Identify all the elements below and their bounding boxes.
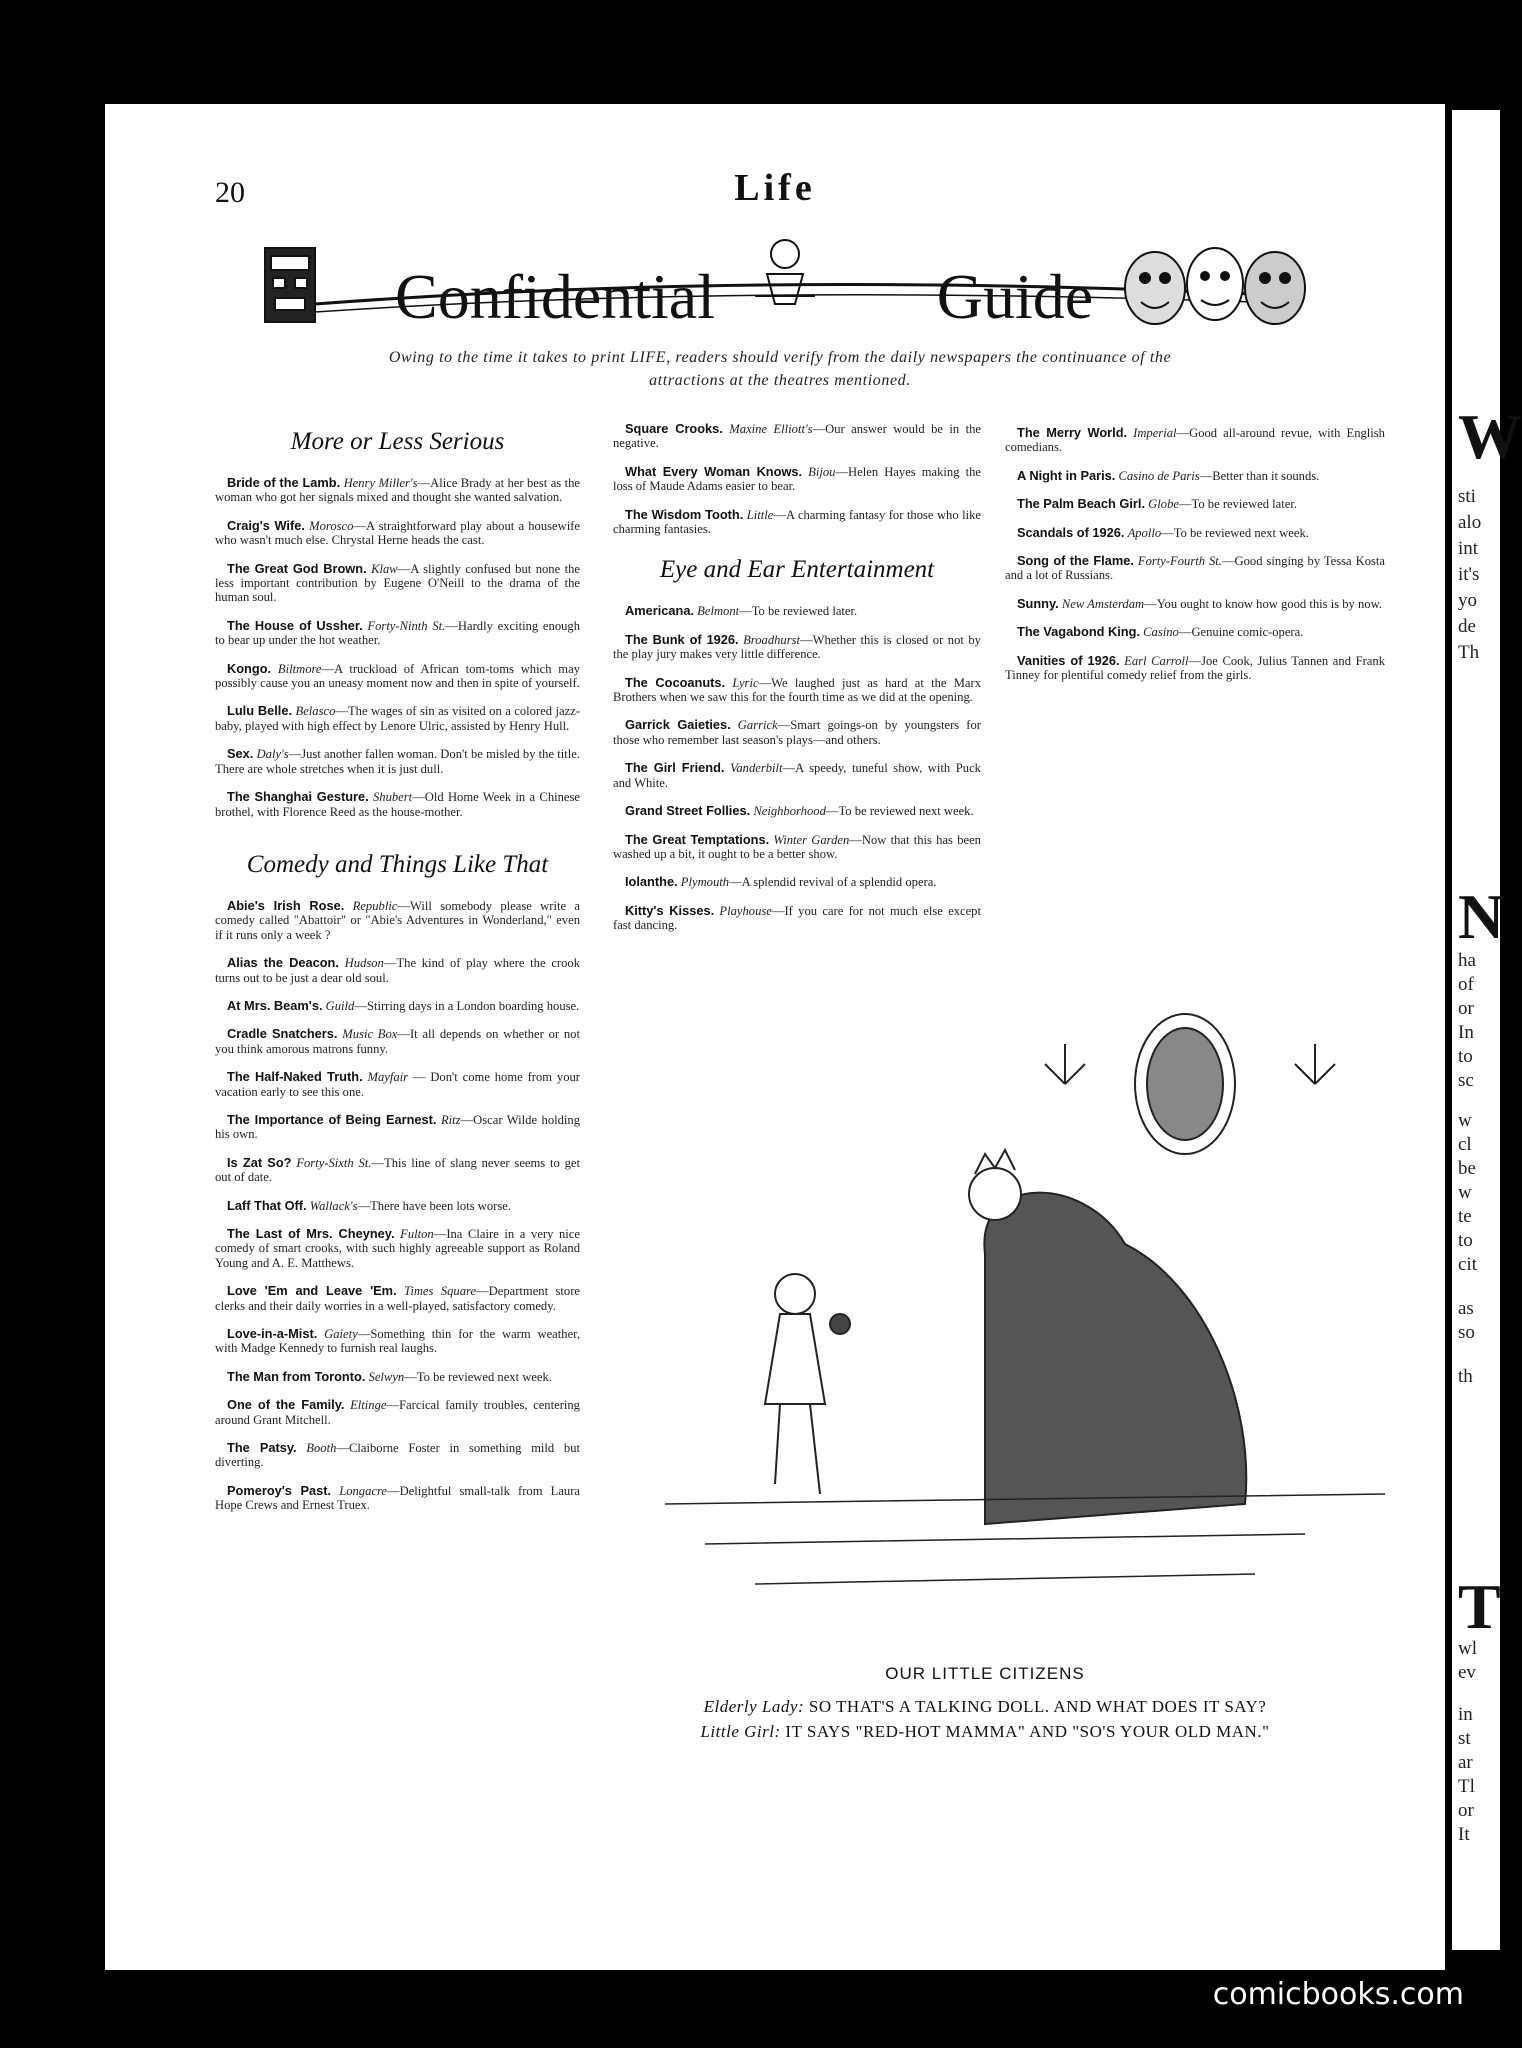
- listing-entry: [215, 999, 580, 1013]
- show-title: Scandals of 1926.: [1017, 524, 1125, 540]
- show-title: The Shanghai Gesture.: [227, 789, 369, 805]
- show-title: Alias the Deacon.: [227, 955, 339, 971]
- fragment: ar: [1458, 1752, 1473, 1773]
- fragment: Tl: [1458, 1776, 1475, 1797]
- girl-dress: [765, 1314, 825, 1404]
- listing-entry: [613, 422, 981, 451]
- theatre-name: Globe: [1148, 497, 1179, 512]
- theatre-name: Times Square: [404, 1284, 477, 1299]
- listing-entry: [613, 465, 981, 494]
- fragment: it's: [1458, 564, 1480, 585]
- listing-entry: [1005, 469, 1385, 483]
- lady-head: [969, 1168, 1021, 1220]
- theatre-name: Music Box: [342, 1027, 398, 1042]
- show-title: The Girl Friend.: [625, 760, 725, 776]
- listing-entry: [215, 1370, 580, 1384]
- theatre-name: Forty-Ninth St.: [367, 618, 446, 633]
- show-title: The Wisdom Tooth.: [625, 506, 744, 522]
- show-title: Kitty's Kisses.: [625, 902, 715, 918]
- magazine-page: [105, 104, 1445, 1970]
- review-text: —Whether this is closed or not by the play jury makes very little difference.: [613, 632, 981, 662]
- review-text: —A speedy, tuneful show, with Puck and White.: [613, 761, 981, 790]
- adjacent-page-edge: [1452, 110, 1522, 1950]
- theatre-name: Booth: [306, 1441, 337, 1456]
- review-text: —Helen Hayes making the loss of Maude Adams easier to bear.: [613, 464, 981, 494]
- review-text: — Don't come home from your vacation early to see this one.: [215, 1070, 580, 1099]
- review-text: —A straightforward play about a housewife who wasn't much else. Chrystal Herne heads the cast.: [215, 518, 580, 548]
- review-text: —To be reviewed later.: [739, 604, 858, 619]
- listing-entry: [215, 704, 580, 733]
- listing-entry: [613, 761, 981, 790]
- listing-entry: [613, 804, 981, 818]
- theatre-name: Apollo: [1127, 525, 1162, 540]
- caption-line-1: [605, 1694, 1365, 1719]
- listing-entry: [215, 476, 580, 505]
- review-text: —Our answer would be in the negative.: [613, 422, 982, 451]
- show-title: Pomeroy's Past.: [227, 1482, 332, 1498]
- fragment: Th: [1458, 642, 1480, 663]
- theatre-name: Belasco: [295, 704, 336, 719]
- theatre-name: Earl Carroll: [1124, 653, 1189, 668]
- listing-entry: [613, 604, 981, 618]
- confidential-guide-banner: [255, 226, 1315, 336]
- review-text: —Good all-around revue, with English comedians.: [1005, 426, 1385, 455]
- show-title: Vanities of 1926.: [1017, 652, 1120, 668]
- talking-doll: [830, 1314, 850, 1334]
- listing-entry: [613, 633, 981, 662]
- theatre-name: Bijou: [808, 464, 836, 479]
- fragment: ha: [1458, 950, 1476, 971]
- show-title: Lulu Belle.: [227, 703, 293, 719]
- fragment: so: [1458, 1322, 1475, 1343]
- theatre-name: Winter Garden: [773, 832, 850, 847]
- review-text: —Something thin for the warm weather, with Madge Kennedy to furnish real laughs.: [215, 1327, 580, 1356]
- theatre-name: Klaw: [371, 561, 398, 576]
- theatre-name: Daly's: [256, 747, 289, 762]
- show-title: Kongo.: [227, 660, 272, 676]
- theatre-name: Guild: [325, 998, 355, 1013]
- review-text: —Stirring days in a London boarding house.: [354, 998, 580, 1013]
- page-number: 20: [215, 176, 245, 209]
- theatre-name: Vanderbilt: [730, 761, 783, 776]
- show-title: What Every Woman Knows.: [625, 463, 803, 479]
- show-title: Laff That Off.: [227, 1197, 307, 1213]
- girl-legs: [775, 1404, 820, 1494]
- listing-entry: [215, 1199, 580, 1213]
- review-text: —Old Home Week in a Chinese brothel, with Florence Reed as the house-mother.: [215, 790, 580, 819]
- listing-entry: [215, 899, 580, 942]
- show-title: Square Crooks.: [625, 421, 723, 436]
- theatre-name: Hudson: [344, 956, 384, 971]
- review-text: —Ina Claire in a very nice comedy of smart crooks, with such highly agreeable support as Roland Young and A. E. Matthews.: [215, 1227, 580, 1270]
- review-text: —There have been lots worse.: [357, 1198, 512, 1213]
- review-text: —Genuine comic-opera.: [1178, 625, 1304, 640]
- theatre-name: Fulton: [400, 1227, 434, 1241]
- column-2: [613, 422, 981, 947]
- show-title: Garrick Gaieties.: [625, 717, 731, 733]
- listing-entry: [215, 747, 580, 776]
- review-text: —If you care for not much else except fast dancing.: [613, 903, 981, 933]
- listing-entry: [215, 790, 580, 819]
- listing-entry: [1005, 426, 1385, 455]
- armchair-lady: [984, 1193, 1246, 1524]
- show-title: The Last of Mrs. Cheyney.: [227, 1226, 395, 1241]
- theatre-name: Imperial: [1133, 426, 1177, 440]
- review-text: —A charming fantasy for those who like charming fantasies.: [613, 507, 981, 537]
- listing-entry: [215, 662, 580, 691]
- fragment: cit: [1458, 1254, 1477, 1275]
- section-heading: Eye and Ear Entertainment: [659, 556, 935, 584]
- review-text: —Just another fallen woman. Don't be misled by the title. There are whole stretches when it is just dull.: [215, 747, 580, 776]
- wall-sconce-right: [1295, 1044, 1335, 1084]
- listing-entry: [215, 1113, 580, 1142]
- review-text: —A splendid revival of a splendid opera.: [729, 875, 937, 890]
- listing-entry: [1005, 526, 1385, 540]
- fragment: th: [1458, 1366, 1473, 1387]
- listing-entry: [215, 1027, 580, 1056]
- theatre-name: Forty-Sixth St.: [296, 1155, 372, 1170]
- show-title: The Vagabond King.: [1017, 624, 1140, 640]
- fragment: st: [1458, 1728, 1471, 1749]
- show-title: Grand Street Follies.: [625, 803, 751, 819]
- listing-entry: [215, 1441, 580, 1470]
- masthead: Life: [734, 167, 816, 209]
- listing-entry: [215, 1227, 580, 1270]
- review-text: —Now that this has been washed up a bit, it ought to be a better show.: [613, 832, 981, 861]
- review-text: —Department store clerks and their daily worries in a well-played, satisfactory comedy.: [215, 1284, 580, 1313]
- review-text: —The wages of sin as visited on a colored jazz-baby, played with high effect by Lenore Ulric, assisted by Henry Hull.: [215, 704, 580, 733]
- review-text: —A truckload of African tom-toms which may possibly cause you an uneasy moment now and then in spite of yourself.: [215, 661, 580, 691]
- listing-entry: [613, 676, 981, 705]
- review-text: —The kind of play where the crook turns out to be just a dear old soul.: [215, 956, 580, 985]
- theatre-name: Little: [746, 507, 774, 522]
- dialogue: IT SAYS "RED-HOT MAMMA" AND "SO'S YOUR OLD MAN.": [785, 1722, 1270, 1741]
- show-title: Love 'Em and Leave 'Em.: [227, 1283, 397, 1299]
- fragment: as: [1458, 1298, 1474, 1319]
- caption-line-2: [605, 1719, 1365, 1744]
- listing-entry: [215, 619, 580, 648]
- theatre-name: Mayfair: [367, 1070, 409, 1085]
- theatre-name: Morosco: [309, 518, 354, 533]
- theatre-name: Lyric: [732, 675, 759, 690]
- cartoon-caption: [605, 1664, 1365, 1744]
- theatre-name: Republic: [352, 898, 398, 913]
- comedy-list: [215, 899, 580, 1513]
- col3-list: [1005, 426, 1385, 682]
- theatre-name: Ritz: [440, 1112, 461, 1127]
- listing-entry: [215, 956, 580, 985]
- mirror-glass: [1147, 1028, 1223, 1140]
- show-title: A Night in Paris.: [1017, 467, 1116, 483]
- fragment: or: [1458, 1800, 1474, 1821]
- review-text: —To be reviewed next week.: [1161, 525, 1309, 540]
- fragment: T: [1458, 1571, 1501, 1642]
- listing-entry: [613, 718, 981, 747]
- show-title: The Bunk of 1926.: [625, 631, 739, 647]
- theatre-name: Henry Miller's: [343, 476, 418, 490]
- watermark: comicbooks.com: [1212, 1977, 1464, 2012]
- review-text: —Farcical family troubles, centering around Grant Mitchell.: [215, 1398, 580, 1427]
- fragment: or: [1458, 998, 1474, 1019]
- theatre-name: Gaiety: [324, 1327, 358, 1342]
- banner-title-left: Confidential: [395, 261, 715, 332]
- review-text: —Oscar Wilde holding his own.: [215, 1112, 581, 1142]
- theatre-name: Shubert: [372, 790, 413, 805]
- show-title: The Half-Naked Truth.: [227, 1069, 363, 1085]
- eye-ear-list: [613, 604, 981, 932]
- listing-entry: [215, 1284, 580, 1313]
- listing-entry: [215, 562, 580, 605]
- show-title: The House of Ussher.: [227, 617, 363, 633]
- listing-entry: [613, 904, 981, 933]
- theatre-name: Selwyn: [368, 1369, 405, 1384]
- listing-entry: [613, 508, 981, 537]
- theatre-name: Neighborhood: [753, 804, 826, 819]
- show-title: At Mrs. Beam's.: [227, 997, 323, 1013]
- listing-entry: [613, 833, 981, 862]
- show-title: Sunny.: [1017, 595, 1059, 611]
- fragment: int: [1458, 538, 1479, 559]
- column-1: [215, 422, 580, 1527]
- section-heading: Comedy and Things Like That: [246, 850, 549, 878]
- speaker: Elderly Lady:: [703, 1697, 805, 1716]
- listing-entry: [215, 1156, 580, 1185]
- review-text: —To be reviewed later.: [1178, 497, 1297, 512]
- theatre-name: Eltinge: [350, 1398, 387, 1413]
- review-text: —Better than it sounds.: [1199, 468, 1320, 483]
- listing-entry: [215, 1484, 580, 1513]
- listing-entry: [1005, 554, 1385, 583]
- show-title: Sex.: [227, 746, 254, 762]
- review-text: —To be reviewed next week.: [825, 804, 974, 819]
- show-title: One of the Family.: [227, 1397, 345, 1413]
- show-title: The Man from Toronto.: [227, 1368, 366, 1384]
- fragment: in: [1458, 1704, 1473, 1725]
- cartoon-title: OUR LITTLE CITIZENS: [885, 1664, 1085, 1683]
- fragment: sti: [1458, 486, 1476, 507]
- dialogue: SO THAT'S A TALKING DOLL. AND WHAT DOES IT SAY?: [808, 1697, 1267, 1716]
- show-title: The Palm Beach Girl.: [1017, 496, 1146, 512]
- fragment: It: [1458, 1824, 1470, 1845]
- show-title: Song of the Flame.: [1017, 553, 1134, 569]
- show-title: The Great God Brown.: [227, 560, 367, 576]
- review-text: —We laughed just as hard at the Marx Brothers when we saw this for the fourth time as we did at the opening.: [613, 675, 981, 705]
- review-text: —Hardly exciting enough to bear up under the hot weather.: [215, 618, 581, 648]
- show-title: Is Zat So?: [227, 1154, 292, 1170]
- fragment: ev: [1458, 1662, 1476, 1683]
- left-black-border: [0, 0, 105, 2048]
- fragment: cl: [1458, 1134, 1472, 1155]
- theatre-name: Belmont: [697, 604, 740, 619]
- theatre-name: Plymouth: [680, 875, 730, 890]
- theatre-name: Casino: [1143, 625, 1179, 640]
- review-text: —Alice Brady at her best as the woman who got her signals mixed and thought she wanted salvation.: [215, 476, 580, 505]
- review-text: —This line of slang never seems to get out of date.: [215, 1155, 580, 1185]
- review-text: —A slightly confused but none the less important contribution by Eugene O'Neill to the drama of the human soul.: [215, 561, 580, 605]
- listing-entry: [1005, 625, 1385, 639]
- theatre-name: Casino de Paris: [1118, 468, 1200, 483]
- review-text: —Delightful small-talk from Laura Hope Crews and Ernest Truex.: [215, 1483, 580, 1513]
- cartoon-illustration: [605, 1024, 1405, 1644]
- theatre-name: Maxine Elliott's: [729, 422, 813, 436]
- show-title: The Merry World.: [1017, 425, 1128, 440]
- wall-sconce-left: [1045, 1044, 1085, 1084]
- intro-note: Owing to the time it takes to print LIFE, readers should verify from the daily newspapers the continuance of the attractions at the theatres mentioned.: [388, 349, 1172, 389]
- fragment: N: [1458, 881, 1505, 952]
- banner-title-right: Guide: [936, 261, 1094, 332]
- show-title: The Importance of Being Earnest.: [227, 1111, 437, 1127]
- theatre-name: Playhouse: [719, 903, 772, 918]
- review-text: —Will somebody please write a comedy called "Abattoir" or "Abie's Adventures in Wonderland," even if it runs only a week ?: [215, 898, 580, 942]
- tiki-mask-icon: [265, 248, 315, 322]
- theatre-name: Broadhurst: [743, 632, 801, 647]
- theatre-name: Wallack's: [309, 1198, 358, 1213]
- show-title: Iolanthe.: [625, 874, 678, 890]
- review-text: —Smart goings-on by youngsters for those who remember last season's plays—and others.: [613, 718, 981, 747]
- fragment: de: [1458, 616, 1476, 637]
- review-text: —You ought to know how good this is by now.: [1144, 596, 1383, 611]
- theatre-name: Garrick: [737, 718, 778, 733]
- fragment: to: [1458, 1230, 1473, 1251]
- theatre-name: Longacre: [339, 1483, 388, 1498]
- review-text: —To be reviewed next week.: [404, 1369, 552, 1384]
- listing-entry: [1005, 654, 1385, 683]
- fragment: W: [1458, 401, 1522, 472]
- fragment: te: [1458, 1206, 1472, 1227]
- theatre-name: Forty-Fourth St.: [1137, 554, 1222, 569]
- review-text: —Good singing by Tessa Kosta and a lot of Russians.: [1005, 554, 1385, 583]
- show-title: Craig's Wife.: [227, 517, 305, 533]
- show-title: The Cocoanuts.: [625, 674, 726, 690]
- review-text: —It all depends on whether or not you think amorous matrons funny.: [215, 1027, 580, 1056]
- fragment: be: [1458, 1158, 1476, 1179]
- col2-top-list: [613, 422, 981, 536]
- listing-entry: [1005, 597, 1385, 611]
- listing-entry: [215, 1327, 580, 1356]
- fragment: w: [1458, 1110, 1472, 1131]
- fragment: to: [1458, 1046, 1473, 1067]
- girl-head: [775, 1274, 815, 1314]
- column-3: [1005, 426, 1385, 696]
- show-title: The Great Temptations.: [625, 831, 770, 847]
- show-title: Abie's Irish Rose.: [227, 897, 345, 913]
- fragment: of: [1458, 974, 1474, 995]
- show-title: Cradle Snatchers.: [227, 1026, 338, 1042]
- fragment: w: [1458, 1182, 1472, 1203]
- listing-entry: [1005, 497, 1385, 511]
- show-title: Americana.: [625, 603, 694, 619]
- listing-entry: [613, 875, 981, 889]
- theatre-name: Biltmore: [277, 661, 322, 676]
- listing-entry: [215, 1070, 580, 1099]
- fragment: alo: [1458, 512, 1482, 533]
- section-heading: More or Less Serious: [290, 428, 505, 455]
- show-title: The Patsy.: [227, 1440, 297, 1456]
- listing-entry: [215, 519, 580, 548]
- show-title: Love-in-a-Mist.: [227, 1326, 318, 1342]
- fragment: yo: [1458, 590, 1477, 611]
- serious-list: [215, 476, 580, 819]
- listing-entry: [215, 1398, 580, 1427]
- fragment: In: [1458, 1022, 1474, 1043]
- review-text: —Claiborne Foster in something mild but diverting.: [215, 1441, 581, 1470]
- review-text: —Joe Cook, Julius Tannen and Frank Tinney for plentiful comedy relief from the girls.: [1005, 653, 1385, 683]
- fragment: wl: [1458, 1638, 1477, 1659]
- theatre-masks-icon: [1125, 248, 1305, 324]
- fragment: sc: [1458, 1070, 1474, 1091]
- show-title: Bride of the Lamb.: [227, 475, 341, 490]
- speaker: Little Girl:: [700, 1722, 781, 1741]
- theatre-name: New Amsterdam: [1061, 596, 1145, 611]
